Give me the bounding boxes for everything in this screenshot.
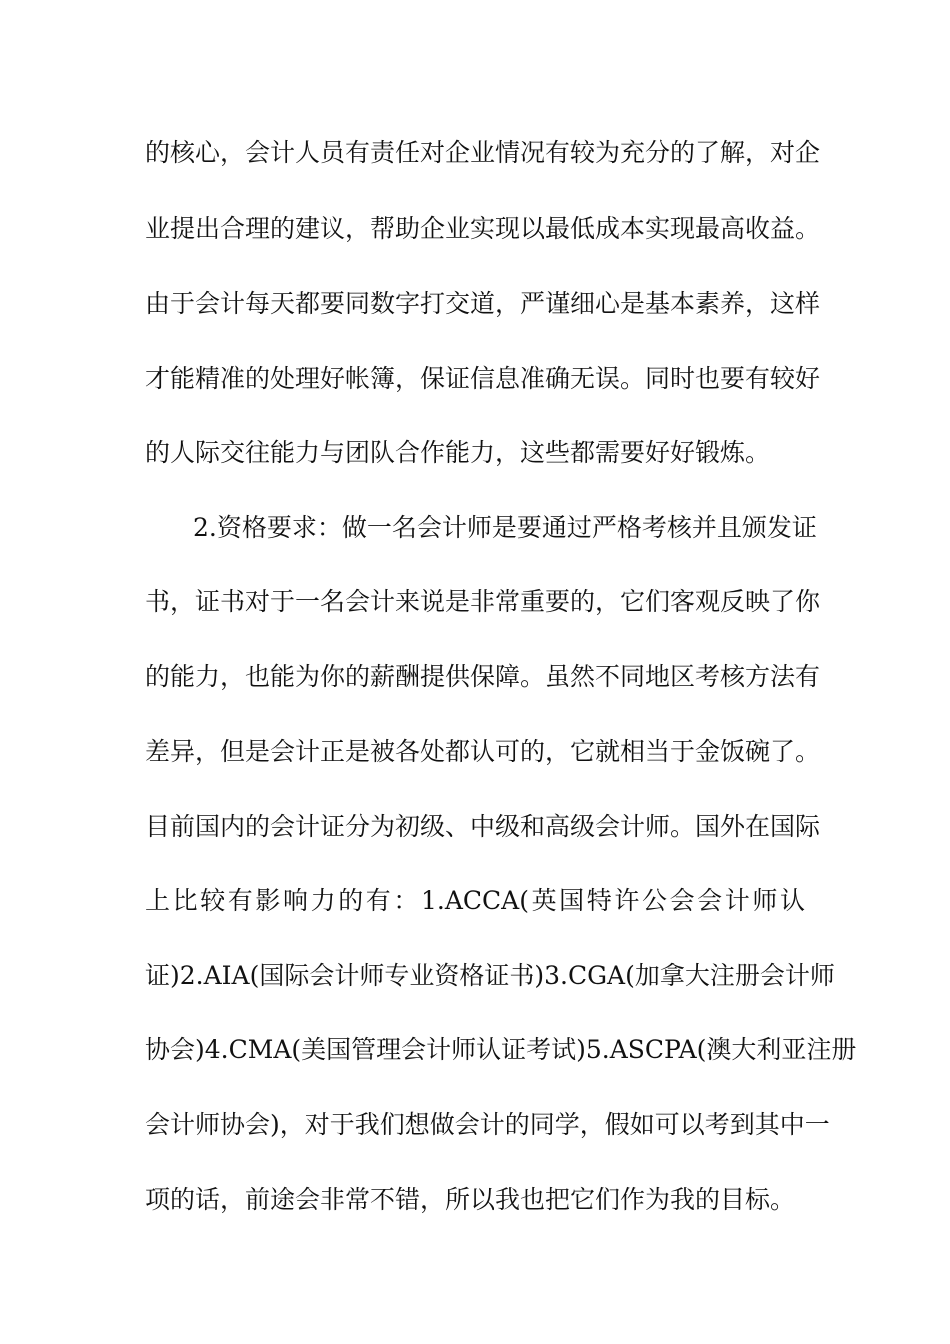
text-line: 才能精准的处理好帐簿，保证信息准确无误。同时也要有较好 [145, 364, 821, 393]
text-line: 书，证书对于一名会计来说是非常重要的，它们客观反映了你 [145, 587, 821, 616]
text-line: 协会)4.CMA(美国管理会计师认证考试)5.ASCPA(澳大利亚注册 [145, 1035, 857, 1064]
text-line: 由于会计每天都要同数字打交道，严谨细心是基本素养，这样 [145, 289, 821, 318]
text-line: 目前国内的会计证分为初级、中级和高级会计师。国外在国际 [145, 812, 821, 841]
text-line: 的能力，也能为你的薪酬提供保障。虽然不同地区考核方法有 [145, 662, 821, 691]
text-line: 会计师协会)，对于我们想做会计的同学，假如可以考到其中一 [145, 1110, 830, 1139]
text-line: 的人际交往能力与团队合作能力，这些都需要好好锻炼。 [145, 438, 771, 467]
text-line: 业提出合理的建议，帮助企业实现以最低成本实现最高收益。 [145, 214, 821, 243]
text-line: 项的话，前途会非常不错，所以我也把它们作为我的目标。 [145, 1185, 796, 1214]
text-line: 差异，但是会计正是被各处都认可的，它就相当于金饭碗了。 [145, 737, 821, 766]
text-line: 2.资格要求：做一名会计师是要通过严格考核并且颁发证 [193, 513, 817, 542]
text-line: 的核心，会计人员有责任对企业情况有较为充分的了解，对企 [145, 138, 821, 167]
text-line: 证)2.AIA(国际会计师专业资格证书)3.CGA(加拿大注册会计师 [145, 961, 835, 990]
text-line: 上比较有影响力的有：1.ACCA(英国特许公会会计师认 [145, 886, 805, 915]
